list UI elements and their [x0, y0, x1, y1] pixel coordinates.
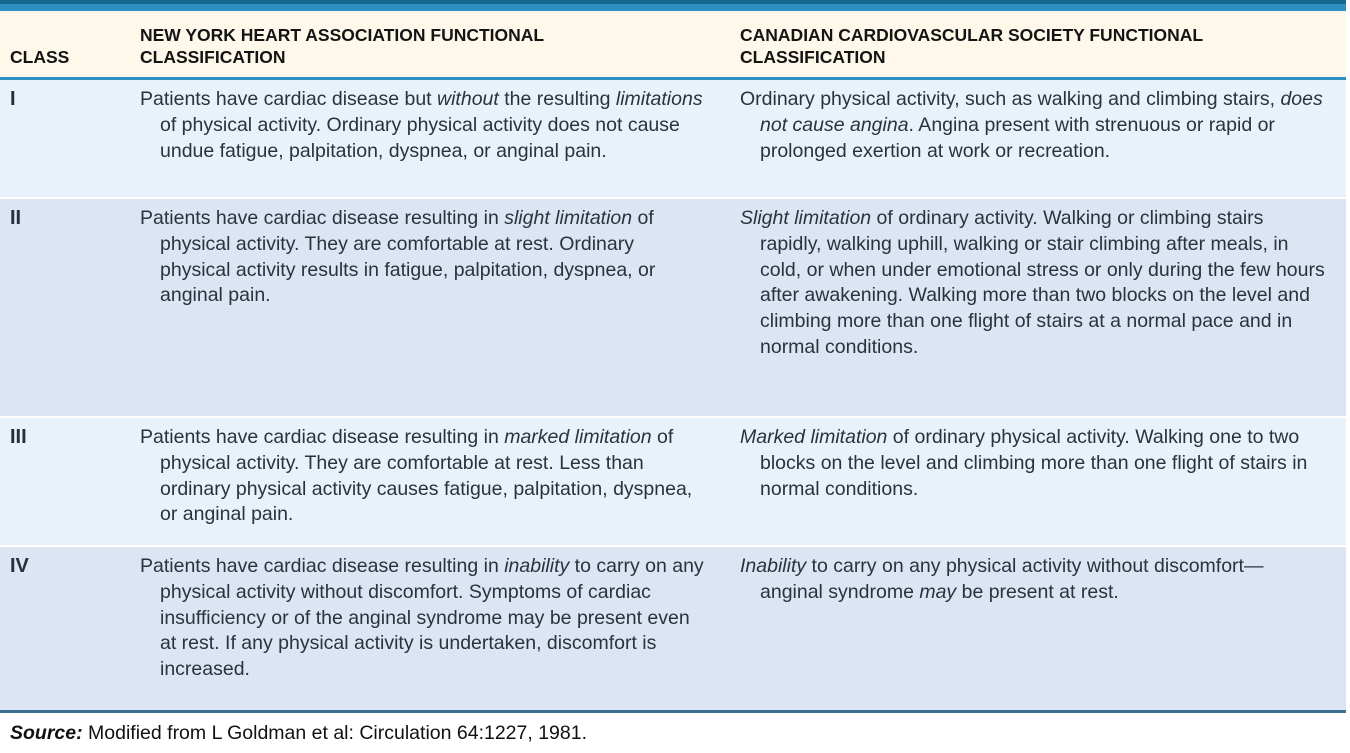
nyha-text: Patients have cardiac disease resulting in marked limitation of physical activity. They are comfortable at rest. Less than ordinary physical activity causes fatigue, palpitation, dyspnea, or anginal pain. [140, 426, 693, 526]
class-label: I [10, 88, 16, 110]
table-row-class-iii [0, 416, 1346, 545]
nyha-text: Patients have cardiac disease resulting in inability to carry on any physical activity without discomfort. Symptoms of cardiac insufficiency or of the anginal syndrome may be present even at rest. If any physical activity is undertaken, discomfort is increased. [140, 555, 704, 681]
nyha-cell [132, 87, 732, 191]
ccs-text: Slight limitation of ordinary activity. Walking or climbing stairs rapidly, walking uphill, walking or stair climbing after meals, in cold, or when under emotional stress or only during the few hours after awakening. Walking more than two blocks on the level and climbing more than one flight of stairs at a normal pace and in normal conditions. [740, 207, 1325, 358]
ccs-cell [732, 206, 1346, 410]
table-row-class-i [0, 80, 1346, 197]
table-row-class-ii [0, 197, 1346, 416]
nyha-cell [132, 206, 732, 410]
column-header-class: CLASS [10, 47, 70, 67]
nyha-cell [132, 554, 732, 704]
table-row-class-iv [0, 545, 1346, 710]
ccs-cell [732, 87, 1346, 191]
class-label: II [10, 207, 22, 229]
ccs-text: Marked limitation of ordinary physical activity. Walking one to two blocks on the level and climbing more than one flight of stairs in normal conditions. [740, 426, 1308, 500]
column-header-nyha: NEW YORK HEART ASSOCIATION FUNCTIONAL CLASSIFICATION [140, 25, 544, 67]
nyha-cell [132, 425, 732, 539]
ccs-text: Inability to carry on any physical activity without discomfort—anginal syndrome may be present at rest. [740, 555, 1264, 603]
class-label: III [10, 426, 27, 448]
ccs-text: Ordinary physical activity, such as walking and climbing stairs, does not cause angina. Angina present with strenuous or rapid or prolonged exertion at work or recreation. [740, 88, 1323, 162]
column-header-ccs: CANADIAN CARDIOVASCULAR SOCIETY FUNCTIONAL CLASSIFICATION [740, 25, 1203, 67]
ccs-cell [732, 425, 1346, 539]
nyha-text: Patients have cardiac disease but without the resulting limitations of physical activity. Ordinary physical activity does not cause undue fatigue, palpitation, dyspnea, or anginal pain. [140, 88, 703, 162]
table-header-row [0, 11, 1346, 80]
ccs-cell [732, 554, 1346, 704]
top-accent-bar [0, 0, 1346, 11]
nyha-text: Patients have cardiac disease resulting in slight limitation of physical activity. They are comfortable at rest. Ordinary physical activity results in fatigue, palpitation, dyspnea, or anginal pain. [140, 207, 656, 307]
source-note: Source: Modified from L Goldman et al: Circulation 64:1227, 1981. [10, 722, 588, 744]
class-label: IV [10, 555, 29, 577]
